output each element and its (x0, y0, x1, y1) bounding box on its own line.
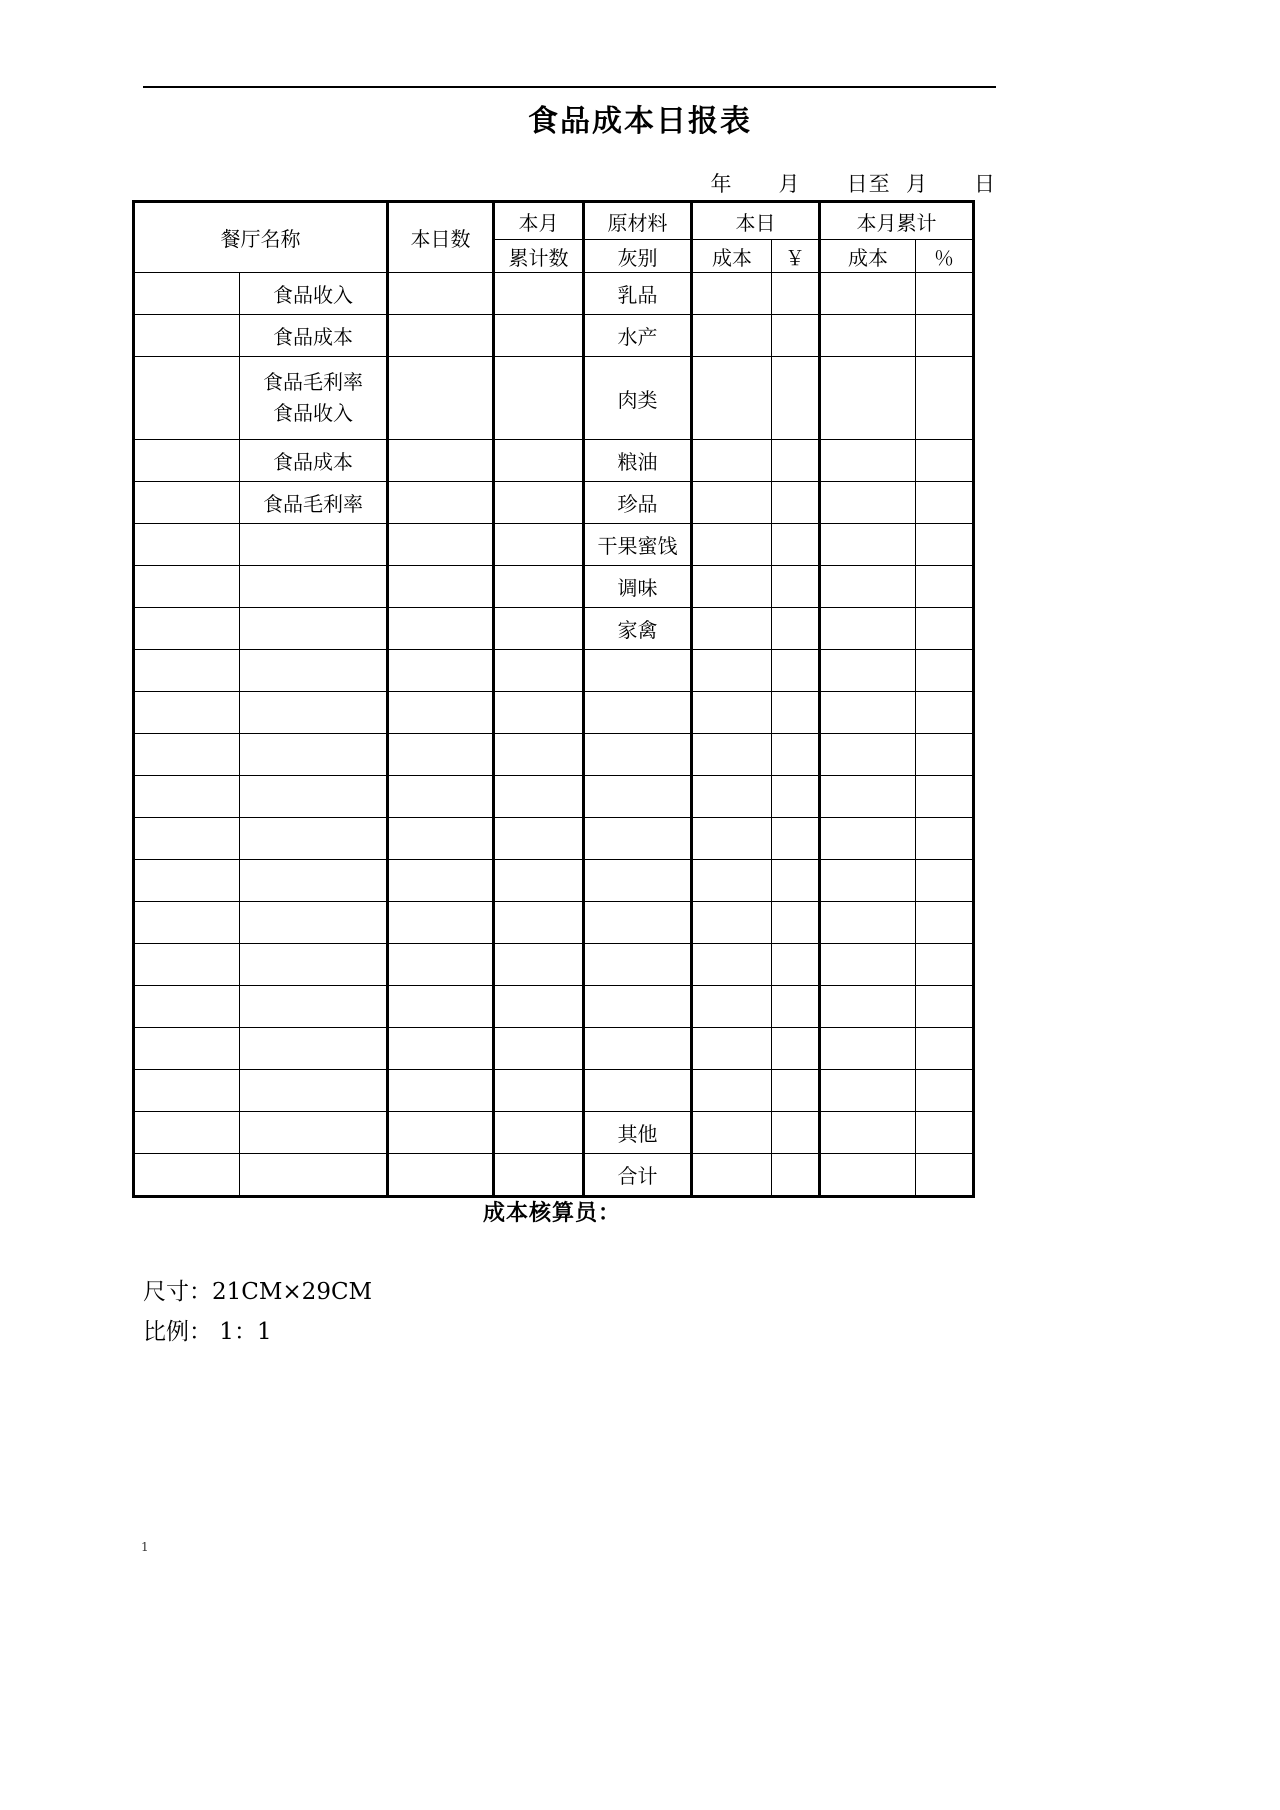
row-month-total-cell[interactable] (494, 986, 584, 1028)
row-month-cost-cell[interactable] (820, 482, 916, 524)
row-spacer-cell[interactable] (134, 1112, 240, 1154)
row-month-cost-cell[interactable] (820, 273, 916, 315)
row-material-cell[interactable]: 其他 (584, 1112, 692, 1154)
row-today-cost-cell[interactable] (692, 650, 772, 692)
table-row (134, 818, 974, 860)
row-label-cell[interactable] (240, 860, 388, 902)
table-row (134, 650, 974, 692)
row-month-total-cell[interactable] (494, 734, 584, 776)
row-material-cell[interactable] (584, 944, 692, 986)
row-label-cell[interactable] (240, 902, 388, 944)
row-month-pct-cell[interactable] (916, 1112, 974, 1154)
row-month-total-cell[interactable] (494, 650, 584, 692)
row-month-total-cell[interactable] (494, 440, 584, 482)
row-month-pct-cell[interactable] (916, 860, 974, 902)
row-label-cell[interactable] (240, 692, 388, 734)
table-body (134, 273, 974, 1197)
row-month-total-cell[interactable] (494, 902, 584, 944)
row-today-count-cell[interactable] (388, 650, 494, 692)
row-today-count-cell[interactable] (388, 273, 494, 315)
row-month-cost-cell[interactable] (820, 650, 916, 692)
row-material-cell[interactable]: 乳品 (584, 273, 692, 315)
row-spacer-cell[interactable] (134, 315, 240, 357)
row-spacer-cell[interactable] (134, 608, 240, 650)
report-table-wrap (132, 200, 972, 1198)
row-today-yen-cell[interactable] (772, 566, 820, 608)
row-today-count-cell[interactable] (388, 818, 494, 860)
row-today-yen-cell[interactable] (772, 650, 820, 692)
row-material-cell[interactable]: 干果蜜饯 (584, 524, 692, 566)
row-month-total-cell[interactable] (494, 315, 584, 357)
page-number: 1 (141, 1540, 149, 1554)
row-today-yen-cell[interactable] (772, 860, 820, 902)
row-spacer-cell[interactable] (134, 357, 240, 440)
row-month-total-cell[interactable] (494, 273, 584, 315)
header-month-total-line1: 本月 (494, 202, 584, 240)
row-material-cell[interactable]: 家禽 (584, 608, 692, 650)
row-month-cost-cell[interactable] (820, 818, 916, 860)
row-today-cost-cell[interactable] (692, 566, 772, 608)
row-material-cell[interactable]: 肉类 (584, 357, 692, 440)
row-month-total-cell[interactable] (494, 482, 584, 524)
row-month-pct-cell[interactable] (916, 650, 974, 692)
table-row (134, 860, 974, 902)
row-month-cost-cell[interactable] (820, 566, 916, 608)
row-spacer-cell[interactable] (134, 776, 240, 818)
row-material-cell[interactable] (584, 986, 692, 1028)
row-month-pct-cell[interactable] (916, 357, 974, 440)
row-month-cost-cell[interactable] (820, 944, 916, 986)
row-material-cell[interactable]: 水产 (584, 315, 692, 357)
row-today-yen-cell[interactable] (772, 482, 820, 524)
table-row (134, 1112, 974, 1154)
row-month-pct-cell[interactable] (916, 482, 974, 524)
row-today-count-cell[interactable] (388, 482, 494, 524)
row-today-count-cell[interactable] (388, 860, 494, 902)
row-month-cost-cell[interactable] (820, 986, 916, 1028)
row-month-total-cell[interactable] (494, 357, 584, 440)
row-label-cell[interactable]: 食品毛利率 (240, 482, 388, 524)
row-spacer-cell[interactable] (134, 860, 240, 902)
row-material-cell[interactable]: 合计 (584, 1154, 692, 1197)
row-month-pct-cell[interactable] (916, 440, 974, 482)
row-month-cost-cell[interactable] (820, 1154, 916, 1197)
row-today-yen-cell[interactable] (772, 1154, 820, 1197)
row-today-yen-cell[interactable] (772, 1028, 820, 1070)
row-label-cell[interactable] (240, 1154, 388, 1197)
row-material-cell[interactable] (584, 776, 692, 818)
table-row (134, 1070, 974, 1112)
header-rule (143, 86, 996, 88)
row-label-cell[interactable] (240, 818, 388, 860)
row-month-cost-cell[interactable] (820, 1112, 916, 1154)
row-month-cost-cell[interactable] (820, 902, 916, 944)
row-label-line1: 食品毛利率 (263, 370, 363, 394)
row-month-cost-cell[interactable] (820, 1028, 916, 1070)
row-month-total-cell[interactable] (494, 818, 584, 860)
row-today-yen-cell[interactable] (772, 608, 820, 650)
row-today-cost-cell[interactable] (692, 1112, 772, 1154)
row-today-yen-cell[interactable] (772, 818, 820, 860)
row-label-cell[interactable] (240, 357, 388, 440)
size-note: 尺寸：21CM×29CM (143, 1279, 373, 1305)
header-month-cost: 成本 (820, 240, 916, 273)
header-today-yen: ￥ (772, 240, 820, 273)
header-restaurant-name: 餐厅名称 (134, 202, 388, 273)
page-title: 食品成本日报表 (528, 104, 752, 139)
row-today-count-cell[interactable] (388, 776, 494, 818)
row-spacer-cell[interactable] (134, 734, 240, 776)
row-month-pct-cell[interactable] (916, 986, 974, 1028)
row-label-cell[interactable]: 食品收入 (240, 273, 388, 315)
row-today-count-cell[interactable] (388, 1154, 494, 1197)
row-spacer-cell[interactable] (134, 273, 240, 315)
row-today-yen-cell[interactable] (772, 944, 820, 986)
row-month-pct-cell[interactable] (916, 1070, 974, 1112)
row-today-yen-cell[interactable] (772, 315, 820, 357)
row-label-cell[interactable]: 食品成本 (240, 315, 388, 357)
row-today-count-cell[interactable] (388, 524, 494, 566)
row-today-count-cell[interactable] (388, 608, 494, 650)
row-month-pct-cell[interactable] (916, 1154, 974, 1197)
row-today-cost-cell[interactable] (692, 524, 772, 566)
row-month-cost-cell[interactable] (820, 608, 916, 650)
row-material-cell[interactable] (584, 650, 692, 692)
header-row-primary (134, 202, 974, 240)
row-month-total-cell[interactable] (494, 944, 584, 986)
table-row (134, 440, 974, 482)
row-material-cell[interactable]: 珍品 (584, 482, 692, 524)
row-today-yen-cell[interactable] (772, 692, 820, 734)
row-material-cell[interactable]: 粮油 (584, 440, 692, 482)
row-today-yen-cell[interactable] (772, 734, 820, 776)
row-today-count-cell[interactable] (388, 315, 494, 357)
row-spacer-cell[interactable] (134, 1154, 240, 1197)
row-today-yen-cell[interactable] (772, 357, 820, 440)
header-today-count: 本日数 (388, 202, 494, 273)
row-today-cost-cell[interactable] (692, 440, 772, 482)
row-material-cell[interactable] (584, 734, 692, 776)
row-label-line2: 食品收入 (273, 401, 353, 425)
row-spacer-cell[interactable] (134, 944, 240, 986)
row-spacer-cell[interactable] (134, 566, 240, 608)
row-label-cell[interactable] (240, 986, 388, 1028)
row-today-count-cell[interactable] (388, 1028, 494, 1070)
food-cost-report-table (132, 200, 975, 1198)
header-material-line2: 灰别 (584, 240, 692, 273)
row-month-cost-cell[interactable] (820, 1070, 916, 1112)
table-row (134, 1028, 974, 1070)
row-today-cost-cell[interactable] (692, 1070, 772, 1112)
row-today-cost-cell[interactable] (692, 315, 772, 357)
header-today-group: 本日 (692, 202, 820, 240)
row-month-pct-cell[interactable] (916, 734, 974, 776)
row-label-cell[interactable] (240, 776, 388, 818)
row-label-cell[interactable] (240, 608, 388, 650)
row-today-yen-cell[interactable] (772, 902, 820, 944)
row-month-cost-cell[interactable] (820, 734, 916, 776)
row-today-count-cell[interactable] (388, 440, 494, 482)
table-row (134, 608, 974, 650)
row-month-cost-cell[interactable] (820, 860, 916, 902)
row-spacer-cell[interactable] (134, 524, 240, 566)
row-today-cost-cell[interactable] (692, 986, 772, 1028)
header-material-line1: 原材料 (584, 202, 692, 240)
row-month-total-cell[interactable] (494, 692, 584, 734)
row-spacer-cell[interactable] (134, 1028, 240, 1070)
row-today-cost-cell[interactable] (692, 1154, 772, 1197)
row-today-yen-cell[interactable] (772, 1112, 820, 1154)
row-today-yen-cell[interactable] (772, 776, 820, 818)
row-today-cost-cell[interactable] (692, 902, 772, 944)
row-label-cell[interactable] (240, 734, 388, 776)
row-material-cell[interactable] (584, 1070, 692, 1112)
row-today-cost-cell[interactable] (692, 734, 772, 776)
table-row (134, 692, 974, 734)
row-material-cell[interactable] (584, 692, 692, 734)
row-month-cost-cell[interactable] (820, 357, 916, 440)
row-spacer-cell[interactable] (134, 650, 240, 692)
row-today-cost-cell[interactable] (692, 818, 772, 860)
row-today-count-cell[interactable] (388, 734, 494, 776)
row-today-cost-cell[interactable] (692, 776, 772, 818)
table-row (134, 482, 974, 524)
row-spacer-cell[interactable] (134, 692, 240, 734)
header-month-total-line2: 累计数 (494, 240, 584, 273)
row-month-pct-cell[interactable] (916, 818, 974, 860)
accountant-label: 成本核算员： (482, 1200, 621, 1226)
row-material-cell[interactable] (584, 818, 692, 860)
row-label-cell[interactable] (240, 1028, 388, 1070)
row-month-total-cell[interactable] (494, 860, 584, 902)
row-today-count-cell[interactable] (388, 902, 494, 944)
row-month-pct-cell[interactable] (916, 944, 974, 986)
row-spacer-cell[interactable] (134, 902, 240, 944)
row-month-total-cell[interactable] (494, 1154, 584, 1197)
row-spacer-cell[interactable] (134, 1070, 240, 1112)
row-today-cost-cell[interactable] (692, 482, 772, 524)
row-today-cost-cell[interactable] (692, 1028, 772, 1070)
table-row (134, 902, 974, 944)
row-month-pct-cell[interactable] (916, 608, 974, 650)
row-month-pct-cell[interactable] (916, 692, 974, 734)
row-month-pct-cell[interactable] (916, 776, 974, 818)
row-month-total-cell[interactable] (494, 1028, 584, 1070)
row-spacer-cell[interactable] (134, 986, 240, 1028)
row-today-cost-cell[interactable] (692, 608, 772, 650)
row-label-cell[interactable] (240, 944, 388, 986)
row-spacer-cell[interactable] (134, 818, 240, 860)
row-label-cell[interactable] (240, 524, 388, 566)
row-month-pct-cell[interactable] (916, 902, 974, 944)
table-header (134, 202, 974, 273)
row-month-pct-cell[interactable] (916, 1028, 974, 1070)
row-spacer-cell[interactable] (134, 440, 240, 482)
form-notes (143, 1272, 372, 1353)
row-month-total-cell[interactable] (494, 1112, 584, 1154)
row-month-total-cell[interactable] (494, 1070, 584, 1112)
row-label-cell[interactable]: 食品成本 (240, 440, 388, 482)
row-today-count-cell[interactable] (388, 692, 494, 734)
row-month-pct-cell[interactable] (916, 315, 974, 357)
row-today-yen-cell[interactable] (772, 1070, 820, 1112)
row-material-cell[interactable] (584, 860, 692, 902)
row-today-count-cell[interactable] (388, 566, 494, 608)
row-today-cost-cell[interactable] (692, 944, 772, 986)
row-today-cost-cell[interactable] (692, 860, 772, 902)
date-line: 年 月 日至 月 日 (710, 172, 996, 196)
row-today-yen-cell[interactable] (772, 273, 820, 315)
row-today-yen-cell[interactable] (772, 986, 820, 1028)
row-month-total-cell[interactable] (494, 776, 584, 818)
row-material-cell[interactable]: 调味 (584, 566, 692, 608)
row-month-total-cell[interactable] (494, 566, 584, 608)
row-month-pct-cell[interactable] (916, 273, 974, 315)
row-today-count-cell[interactable] (388, 357, 494, 440)
header-month-pct: ％ (916, 240, 974, 273)
table-row (134, 734, 974, 776)
row-month-cost-cell[interactable] (820, 776, 916, 818)
table-row (134, 944, 974, 986)
row-material-cell[interactable] (584, 1028, 692, 1070)
row-label-cell[interactable] (240, 1112, 388, 1154)
row-month-pct-cell[interactable] (916, 566, 974, 608)
table-row (134, 1154, 974, 1197)
row-month-cost-cell[interactable] (820, 692, 916, 734)
row-month-pct-cell[interactable] (916, 524, 974, 566)
row-today-cost-cell[interactable] (692, 273, 772, 315)
table-row (134, 357, 974, 440)
row-label-cell[interactable] (240, 1070, 388, 1112)
header-month-group: 本月累计 (820, 202, 974, 240)
row-label-cell[interactable] (240, 566, 388, 608)
row-month-cost-cell[interactable] (820, 315, 916, 357)
row-today-count-cell[interactable] (388, 944, 494, 986)
header-today-cost: 成本 (692, 240, 772, 273)
row-today-yen-cell[interactable] (772, 524, 820, 566)
table-row (134, 566, 974, 608)
row-month-cost-cell[interactable] (820, 440, 916, 482)
ratio-note: 比例： 1：1 (143, 1319, 272, 1346)
row-month-total-cell[interactable] (494, 524, 584, 566)
row-today-count-cell[interactable] (388, 1112, 494, 1154)
row-today-cost-cell[interactable] (692, 357, 772, 440)
row-today-yen-cell[interactable] (772, 440, 820, 482)
table-row (134, 315, 974, 357)
table-row (134, 776, 974, 818)
row-today-count-cell[interactable] (388, 1070, 494, 1112)
row-label-cell[interactable] (240, 650, 388, 692)
table-row (134, 273, 974, 315)
row-month-total-cell[interactable] (494, 608, 584, 650)
table-row (134, 524, 974, 566)
table-row (134, 986, 974, 1028)
row-today-cost-cell[interactable] (692, 692, 772, 734)
row-spacer-cell[interactable] (134, 482, 240, 524)
row-month-cost-cell[interactable] (820, 524, 916, 566)
row-material-cell[interactable] (584, 902, 692, 944)
row-today-count-cell[interactable] (388, 986, 494, 1028)
